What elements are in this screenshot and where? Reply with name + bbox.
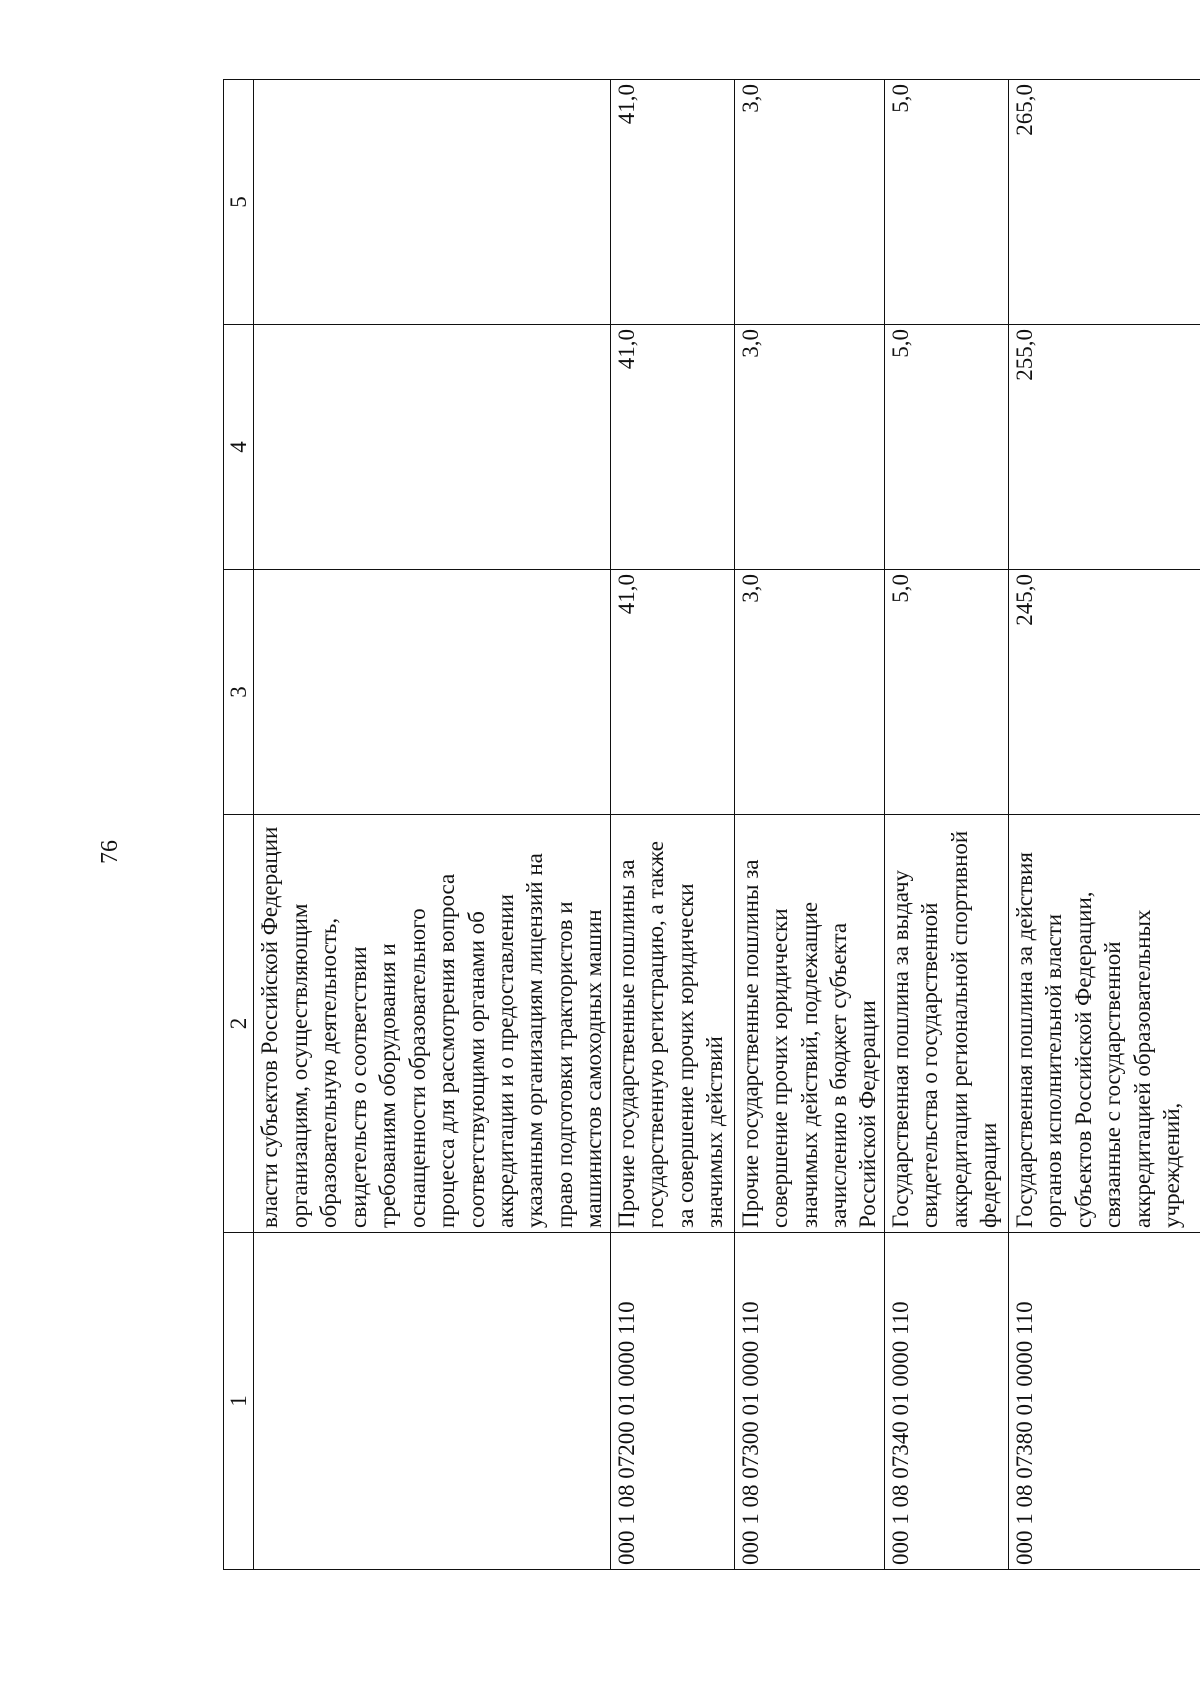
page-number: 76 (97, 840, 123, 864)
row-description: Прочие государственные пошлины за государственную регистрацию, а также за совершение прочих юридически значимых действий (610, 815, 734, 1233)
table-row (884, 80, 1008, 1570)
table-header-row (224, 80, 254, 1570)
row-description: Государственная пошлина за действия органов исполнительной власти субъектов Российской Федерации, связанные с государственной аккредитацией образовательных учреждений, (1008, 815, 1200, 1233)
row-description: Государственная пошлина за выдачу свидетельства о государственной аккредитации региональной спортивной федерации (884, 815, 1008, 1233)
row-col5: 41,0 (610, 80, 734, 325)
rotated-table-container (223, 80, 1185, 1570)
table-row (1008, 80, 1200, 1570)
row-code: 000 1 08 07200 01 0000 110 (610, 1233, 734, 1570)
row-col5: 5,0 (884, 80, 1008, 325)
row-col4: 255,0 (1008, 325, 1200, 570)
header-col-4: 4 (224, 325, 254, 570)
row-col3 (254, 570, 610, 815)
row-col3: 245,0 (1008, 570, 1200, 815)
row-col3: 5,0 (884, 570, 1008, 815)
row-col4: 41,0 (610, 325, 734, 570)
row-col3: 3,0 (734, 570, 884, 815)
budget-table (223, 79, 1200, 1570)
row-col4: 3,0 (734, 325, 884, 570)
header-col-3: 3 (224, 570, 254, 815)
row-code: 000 1 08 07380 01 0000 110 (1008, 1233, 1200, 1570)
row-description: власти субъектов Российской Федерации организациям, осуществляющим образовательную деятельность, свидетельств о соответствии требованиям оборудования и оснащенности образовательного процесса для рассмотрения вопроса соответствующими органами об аккредитации и о предоставлении указанным организациям лицензий на право подготовки трактористов и машинистов самоходных машин (254, 815, 610, 1233)
row-col5 (254, 80, 610, 325)
row-col4 (254, 325, 610, 570)
table-row (734, 80, 884, 1570)
row-code: 000 1 08 07300 01 0000 110 (734, 1233, 884, 1570)
table-row (610, 80, 734, 1570)
header-col-5: 5 (224, 80, 254, 325)
header-col-2: 2 (224, 815, 254, 1233)
row-col5: 265,0 (1008, 80, 1200, 325)
header-col-1: 1 (224, 1233, 254, 1570)
row-col5: 3,0 (734, 80, 884, 325)
row-col4: 5,0 (884, 325, 1008, 570)
row-description: Прочие государственные пошлины за совершение прочих юридически значимых действий, подлежащие зачислению в бюджет субъекта Российской Федерации (734, 815, 884, 1233)
table-row (254, 80, 610, 1570)
row-code: 000 1 08 07340 01 0000 110 (884, 1233, 1008, 1570)
row-col3: 41,0 (610, 570, 734, 815)
row-code (254, 1233, 610, 1570)
